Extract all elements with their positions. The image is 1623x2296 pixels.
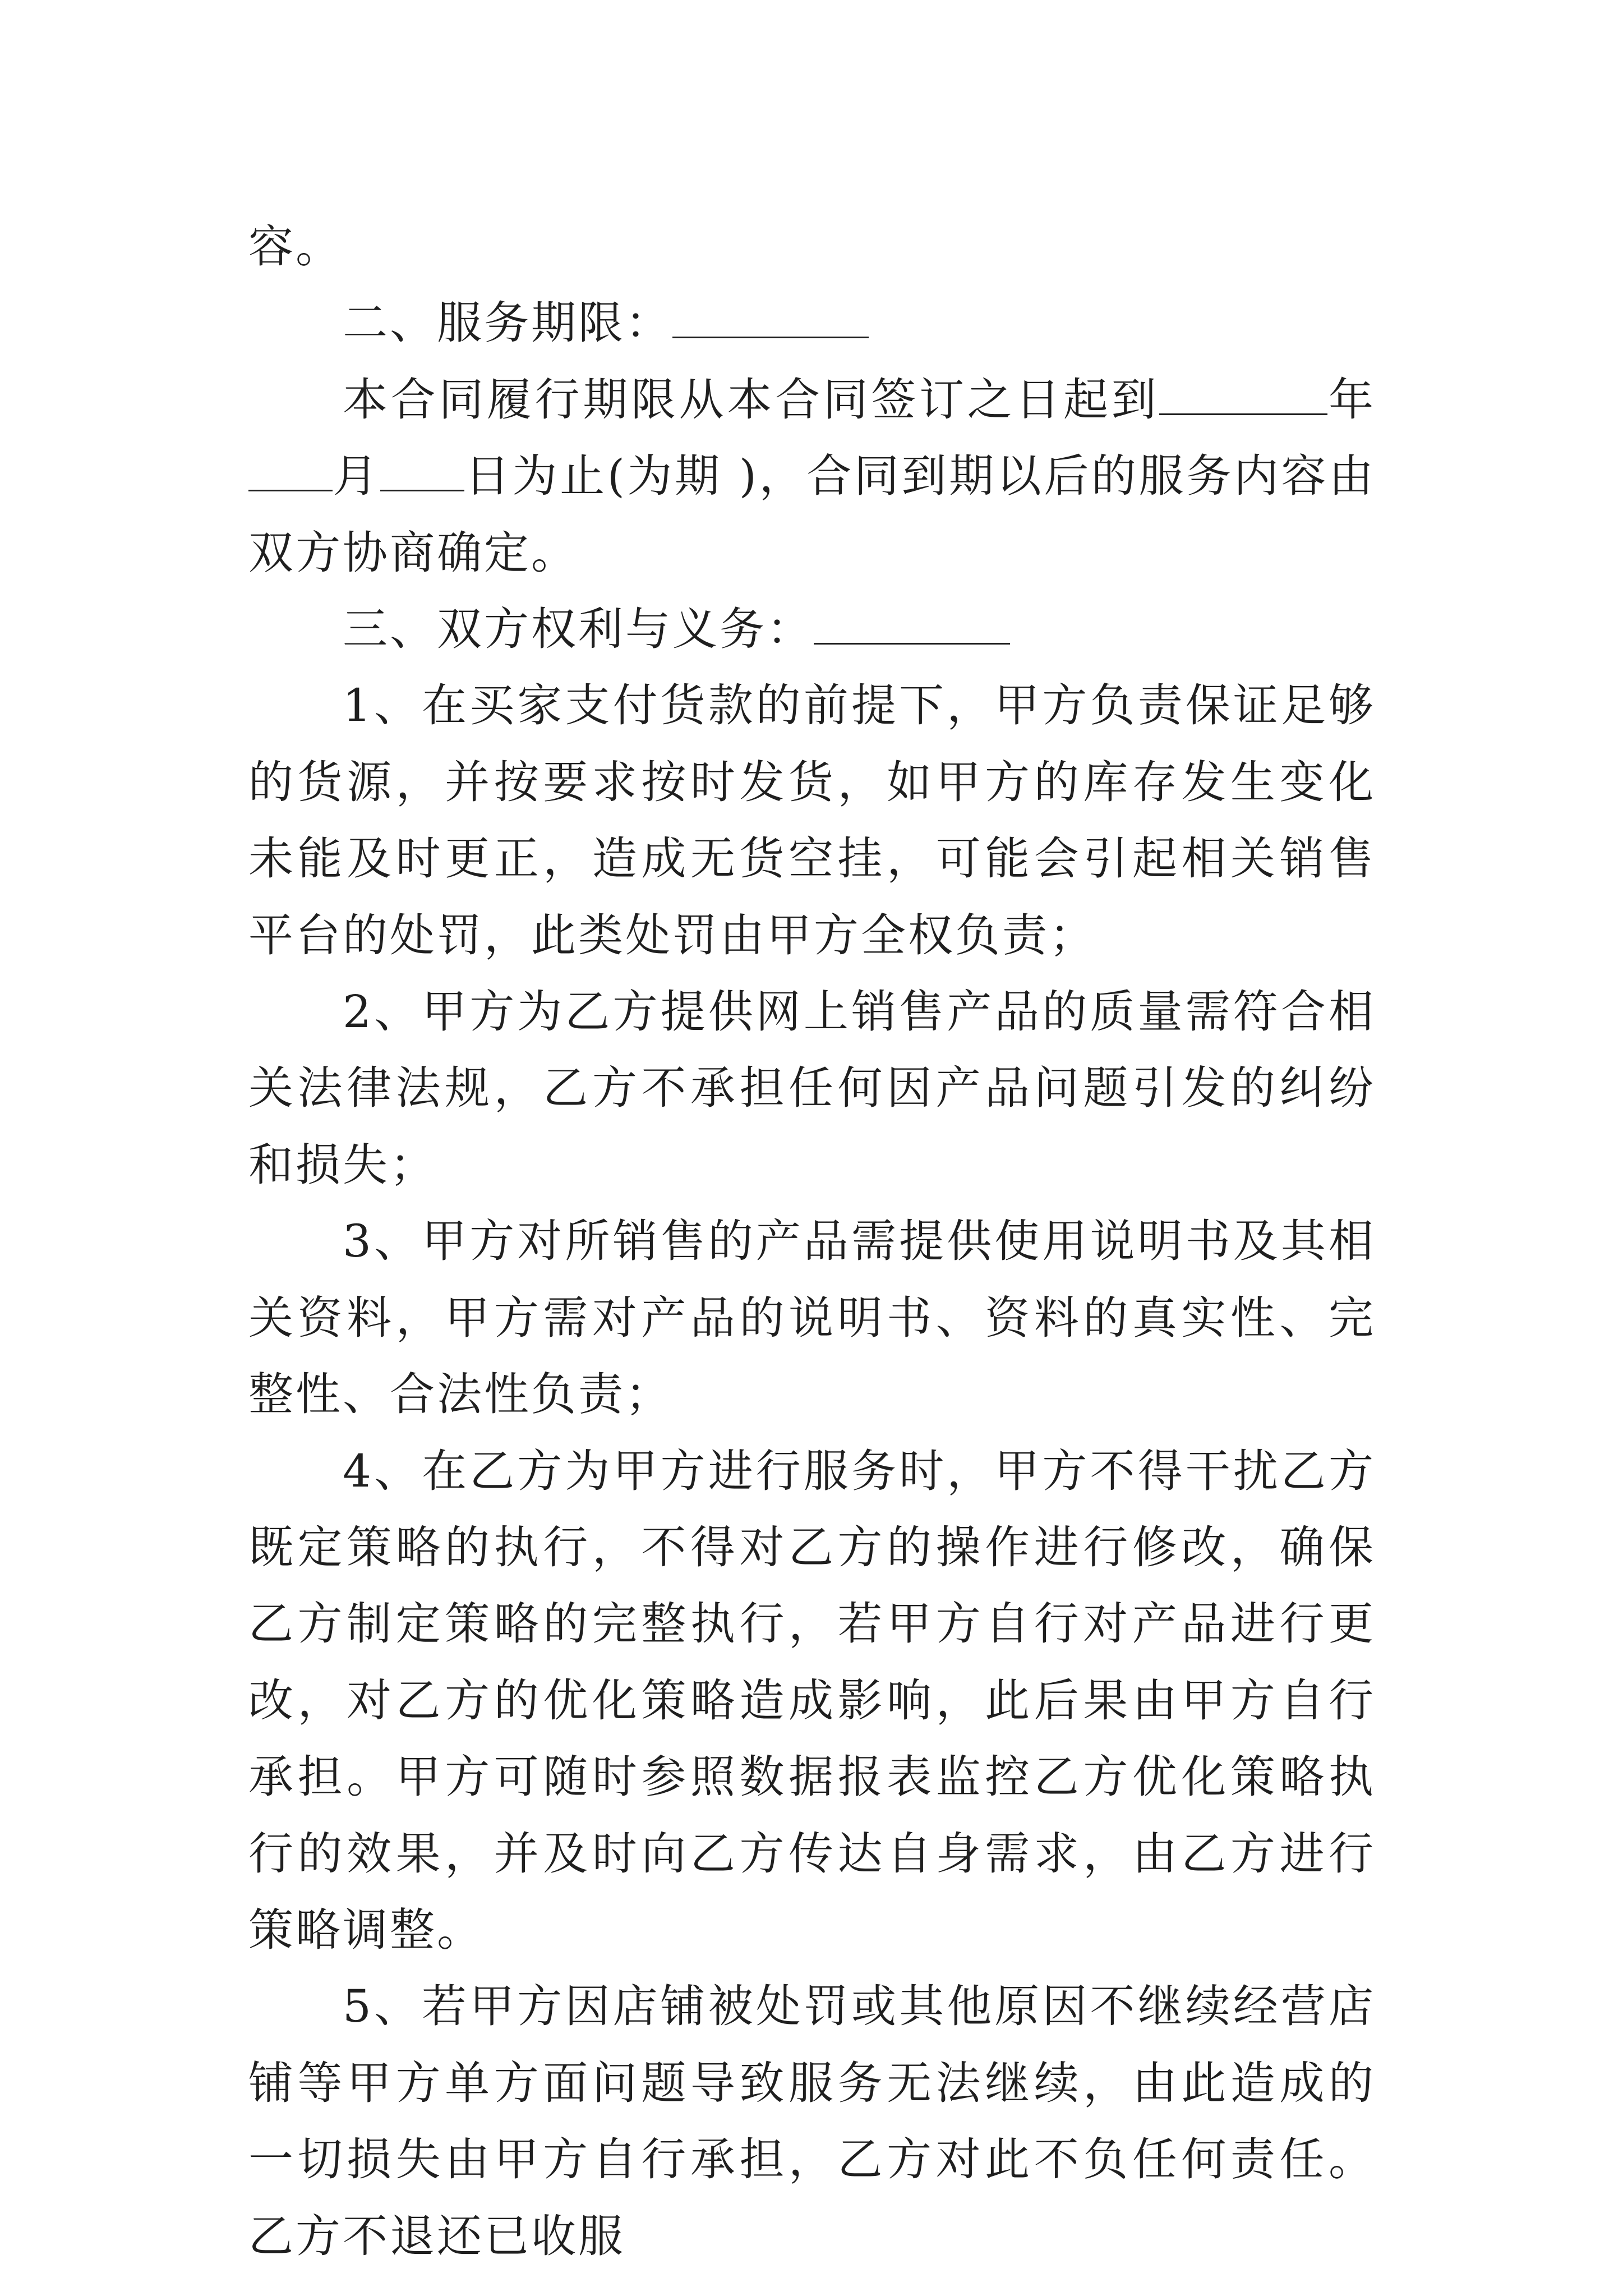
clause-5: 5、若甲方因店铺被处罚或其他原因不继续经营店铺等甲方单方面问题导致服务无法继续，由此造成的一切损失由甲方自行承担，乙方对此不负任何责任。乙方不退还已收服 <box>248 1980 1376 2262</box>
day-blank <box>380 447 464 491</box>
paragraph-continuation: 容。 <box>248 220 343 273</box>
year-label: 年 <box>1327 373 1376 426</box>
section-heading-service-term <box>248 285 1376 361</box>
clause-1: 1、在买家支付货款的前提下，甲方负责保证足够的货源，并按要求按时发货，如甲方的库存发生变化未能及时更正，造成无货空挂，可能会引起相关销售平台的处罚，此类处罚由甲方全权负责； <box>248 679 1376 961</box>
month-blank <box>248 447 333 491</box>
section-label: 二、服务期限： <box>343 297 672 349</box>
section-heading-rights-obligations <box>248 591 1376 668</box>
month-label: 月 <box>333 450 381 503</box>
fill-blank <box>672 294 869 338</box>
clause-3: 3、甲方对所销售的产品需提供使用说明书及其相关资料，甲方需对产品的说明书、资料的真实性、完整性、合法性负责； <box>248 1215 1376 1421</box>
term-text-start: 本合同履行期限从本合同签订之日起到 <box>343 373 1160 426</box>
contract-body <box>248 209 1376 2275</box>
term-text-end: 日为止(为期 )，合同到期以后的服务内容由双方协商确定。 <box>248 450 1376 579</box>
clause-4: 4、在乙方为甲方进行服务时，甲方不得干扰乙方既定策略的执行，不得对乙方的操作进行修改，确保乙方制定策略的完整执行，若甲方自行对产品进行更改，对乙方的优化策略造成影响，此后果由甲方自行承担。甲方可随时参照数据报表监控乙方优化策略执行的效果，并及时向乙方传达自身需求，由乙方进行策略调整。 <box>248 1444 1376 1956</box>
clause-2: 2、甲方为乙方提供网上销售产品的质量需符合相关法律法规，乙方不承担任何因产品问题引发的纠纷和损失； <box>248 986 1376 1191</box>
paragraph-term-period <box>248 362 1376 591</box>
fill-blank <box>814 600 1010 645</box>
year-blank <box>1159 371 1327 415</box>
section-label: 三、双方权利与义务： <box>343 603 814 656</box>
